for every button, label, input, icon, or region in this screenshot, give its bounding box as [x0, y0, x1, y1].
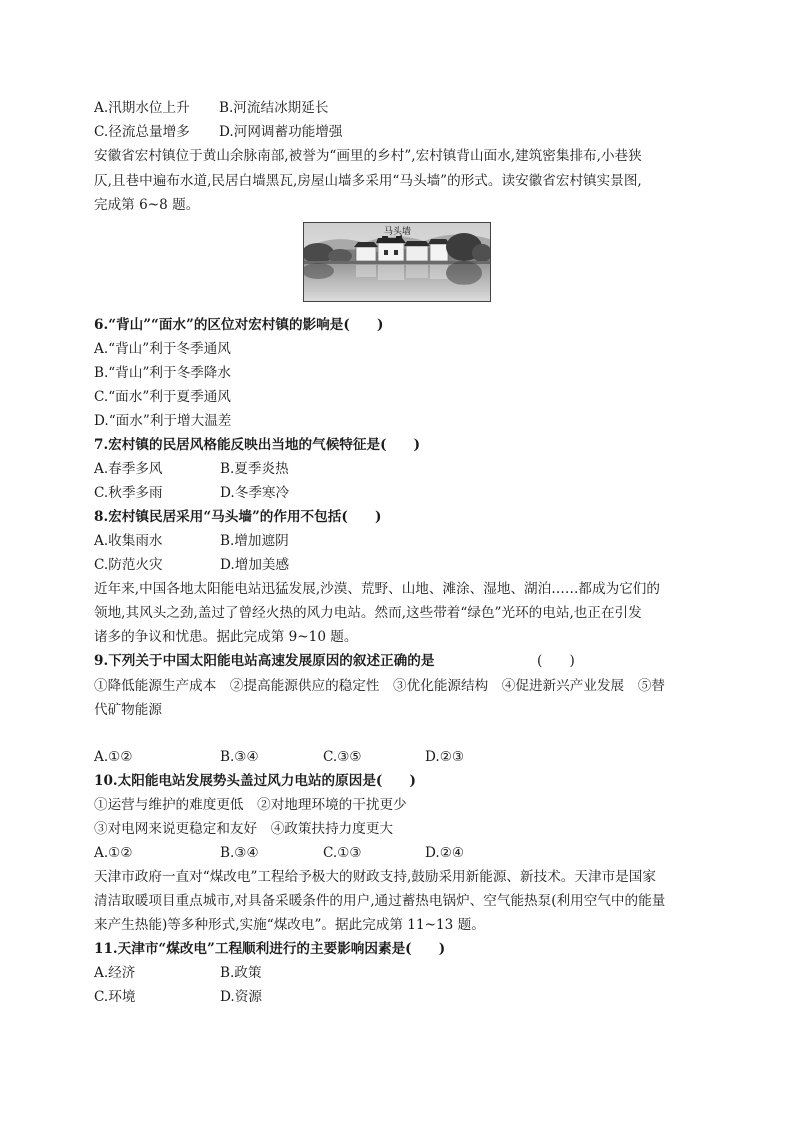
q10-option-d: D.②④: [425, 845, 465, 861]
passage-solar-line-3: 诸多的争议和忧患。据此完成第 9~10 题。: [94, 629, 358, 645]
q11-option-c: C.环境: [94, 989, 136, 1005]
q5-option-row-1: [94, 99, 329, 117]
passage-solar-line-2: 领地,其风头之劲,盖过了曾经火热的风力电站。然而,这些带着“绿色”光环的电站,也正在引发: [94, 605, 642, 621]
q9-option-row: [94, 748, 465, 766]
q7-option-row-1: [94, 460, 289, 478]
q7-option-c: C.秋季多雨: [94, 485, 163, 501]
hongcun-scene: [304, 223, 490, 301]
q10-option-row: [94, 844, 465, 862]
q10-items-line-1: ①运营与维护的难度更低 ②对地理环境的干扰更少: [94, 797, 407, 813]
q8-option-row-1: [94, 532, 289, 550]
q7-option-b: B.夏季炎热: [220, 461, 289, 477]
q9-option-b: B.③④: [220, 749, 259, 765]
passage-tianjin-line-2: 清洁取暖项目重点城市,对具备采暖条件的用户,通过蓄热电锅炉、空气能热泵(利用空气中的能量: [94, 893, 666, 909]
q5-option-row-2: [94, 123, 343, 141]
q11-option-d: D.资源: [220, 989, 262, 1005]
passage-hongcun-line-1: 安徽省宏村镇位于黄山余脉南部,被誉为“画里的乡村”,宏村镇背山面水,建筑密集排布,小巷狭: [94, 148, 642, 164]
q7-option-a: A.春季多风: [94, 461, 163, 477]
hongcun-photo: [303, 222, 491, 302]
q5-option-d: D.河网调蓄功能增强: [219, 124, 343, 140]
passage-solar-line-1: 近年来,中国各地太阳能电站迅猛发展,沙漠、荒野、山地、滩涂、湿地、湖泊……都成为它们的: [94, 581, 660, 597]
q10-option-a: A.①②: [94, 845, 133, 861]
q7-option-d: D.冬季寒冷: [220, 485, 290, 501]
q9-answer-paren: ( ): [537, 653, 575, 669]
q9-option-a: A.①②: [94, 749, 133, 765]
q10-option-c: C.①③: [323, 845, 362, 861]
q8-stem: 8.宏村镇民居采用“马头墙”的作用不包括( ): [94, 509, 382, 525]
q9-option-d: D.②③: [425, 749, 465, 765]
q8-option-row-2: [94, 556, 290, 574]
passage-tianjin-line-3: 来产生热能)等多种形式,实施“煤改电”。据此完成第 11~13 题。: [94, 917, 485, 933]
passage-tianjin-line-1: 天津市政府一直对“煤改电”工程给予极大的财政支持,鼓励采用新能源、新技术。天津市是国家: [94, 869, 656, 885]
q6-option-d: D.“面水”利于增大温差: [94, 413, 232, 429]
q6-option-a: A.“背山”利于冬季通风: [94, 341, 231, 357]
q5-option-a: A.汛期水位上升: [94, 100, 190, 116]
q9-items-line-2: 代矿物能源: [94, 702, 162, 718]
q5-option-c: C.径流总量增多: [94, 124, 190, 140]
q11-option-row-1: [94, 964, 262, 982]
q11-option-a: A.经济: [94, 965, 136, 981]
q9-option-c: C.③⑤: [323, 749, 362, 765]
q7-stem: 7.宏村镇的民居风格能反映出当地的气候特征是( ): [94, 437, 421, 453]
q9-stem: 9.下列关于中国太阳能电站高速发展原因的叙述正确的是: [94, 653, 435, 669]
passage-hongcun-line-3: 完成第 6~8 题。: [94, 197, 200, 213]
q8-option-b: B.增加遮阴: [220, 533, 289, 549]
q11-option-row-2: [94, 988, 262, 1006]
q11-option-b: B.政策: [220, 965, 262, 981]
passage-hongcun-line-2: 仄,且巷中遍布水道,民居白墙黑瓦,房屋山墙多采用“马头墙”的形式。读安徽省宏村镇实景图,: [94, 173, 642, 189]
q10-items-line-2: ③对电网来说更稳定和友好 ④政策扶持力度更大: [94, 821, 394, 837]
q8-option-d: D.增加美感: [220, 557, 290, 573]
q10-option-b: B.③④: [220, 845, 259, 861]
q8-option-c: C.防范火灾: [94, 557, 163, 573]
q9-stem-row: [94, 652, 575, 670]
q8-option-a: A.收集雨水: [94, 533, 163, 549]
q7-option-row-2: [94, 484, 290, 502]
q11-stem: 11.天津市“煤改电”工程顺利进行的主要影响因素是( ): [94, 941, 446, 957]
q6-option-b: B.“背山”利于冬季降水: [94, 365, 231, 381]
q6-option-c: C.“面水”利于夏季通风: [94, 389, 231, 405]
q9-items-line-1: ①降低能源生产成本 ②提高能源供应的稳定性 ③优化能源结构 ④促进新兴产业发展 ⑤替: [94, 678, 665, 694]
figure-label-matouqiang: 马头墙: [384, 227, 412, 237]
q10-stem: 10.太阳能电站发展势头盖过风力电站的原因是( ): [94, 773, 416, 789]
q6-stem: 6.“背山”“面水”的区位对宏村镇的影响是( ): [94, 317, 384, 333]
q5-option-b: B.河流结冰期延长: [219, 100, 329, 116]
